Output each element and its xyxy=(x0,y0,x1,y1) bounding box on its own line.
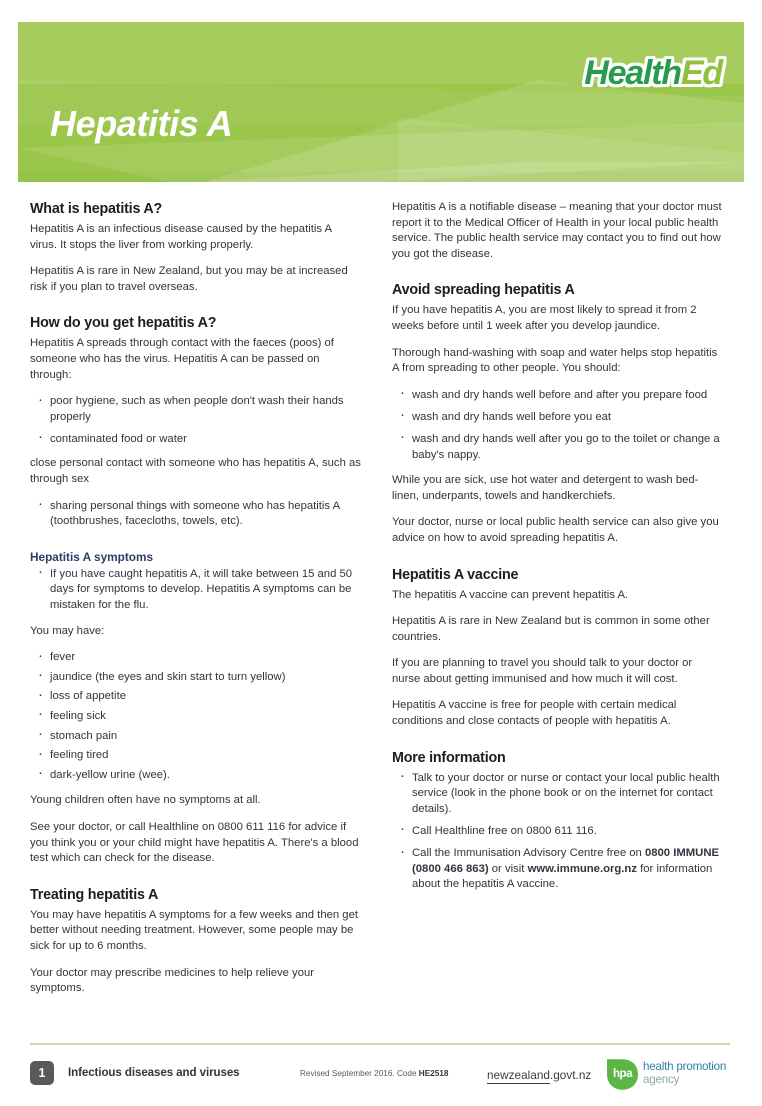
heading-avoid-spreading: Avoid spreading hepatitis A xyxy=(392,282,575,299)
list-item: · wash and dry hands well after you go to the toilet or change a baby's nappy. xyxy=(392,432,723,463)
list-handwashing xyxy=(392,388,723,463)
paragraph-vaccine-3: If you are planning to travel you should talk to your doctor or nurse about getting immunised and how much it will cost. xyxy=(392,657,693,685)
list-incubation xyxy=(30,567,361,614)
list-transmission-a xyxy=(30,394,361,447)
imac-text-mid: or visit xyxy=(488,862,528,875)
hpa-wordmark-line2: agency xyxy=(643,1072,680,1086)
paragraph-avoid-2: Thorough hand-washing with soap and water helps stop hepatitis A from spreading to other people. You should: xyxy=(392,346,718,375)
revision-code: HE2518 xyxy=(418,1069,449,1078)
paragraph-treating-1: You may have hepatitis A symptoms for a few weeks and then get better without needing treatment. However, some people may be sick for up to 6 months. xyxy=(30,908,359,952)
banner-facet-6 xyxy=(168,162,744,182)
list-item: · stomach pain xyxy=(30,729,361,745)
nz-govt-underlined-part: newzealand xyxy=(487,1068,550,1082)
hpa-wordmark xyxy=(643,1061,726,1086)
list-item: · If you have caught hepatitis A, it will take between 15 and 50 days for symptoms to develop. Hepatitis A symptoms can be mistaken for the flu. xyxy=(30,567,361,614)
heading-more-information: More information xyxy=(392,749,506,766)
header-banner xyxy=(18,22,744,182)
banner-facet-3 xyxy=(198,80,744,182)
paragraph-vaccine-1: The hepatitis A vaccine can prevent hepatitis A. xyxy=(392,588,629,601)
paragraph-notifiable-disease: Hepatitis A is a notifiable disease – meaning that your doctor must report it to the Medical Officer of Health in your local public health service. The public health service may contact you to find out how you got the disease. xyxy=(392,201,722,260)
heading-hepatitis-a-vaccine: Hepatitis A vaccine xyxy=(392,566,519,583)
list-item: · poor hygiene, such as when people don't wash their hands properly xyxy=(30,394,361,425)
banner-facet-7 xyxy=(18,172,744,182)
list-more-information xyxy=(392,771,723,893)
list-item: · feeling sick xyxy=(30,709,361,725)
list-item: · sharing personal things with someone who has hepatitis A (toothbrushes, facecloths, towels, etc). xyxy=(30,499,361,530)
newzealand-govt-logo xyxy=(487,1068,591,1082)
list-item: · wash and dry hands well before you eat xyxy=(392,410,723,426)
right-column xyxy=(392,200,723,903)
paragraph-avoid-4: Your doctor, nurse or local public health service can also give you advice on how to avoid spreading hepatitis A. xyxy=(392,516,719,544)
imac-phone-bold: 0800 IMMUNE (0800 466 863) xyxy=(412,847,720,875)
left-column xyxy=(30,200,361,997)
list-item: · wash and dry hands well before and after you prepare food xyxy=(392,388,723,404)
paragraph-vaccine-2: Hepatitis A is rare in New Zealand but is common in some other countries. xyxy=(392,615,710,643)
list-item: · fever xyxy=(30,650,361,666)
list-item: · jaundice (the eyes and skin start to turn yellow) xyxy=(30,670,361,686)
paragraph-vaccine-4: Hepatitis A vaccine is free for people with certain medical conditions and close contacts of people with hepatitis A. xyxy=(392,699,677,728)
healthed-logo xyxy=(584,56,722,90)
heading-what-is-hepatitis-a: What is hepatitis A? xyxy=(30,201,163,217)
page-title: Hepatitis A xyxy=(50,103,233,144)
healthed-logo-ed: Ed xyxy=(680,54,722,92)
list-item: · Call Healthline free on 0800 611 116. xyxy=(392,824,723,840)
paragraph-treating-2: Your doctor may prescribe medicines to help relieve your symptoms. xyxy=(30,966,315,995)
imac-text-post: for information about the hepatitis A vaccine. xyxy=(412,862,713,891)
footer-topic-label: Infectious diseases and viruses xyxy=(68,1066,240,1079)
nz-govt-suffix: .govt.nz xyxy=(549,1068,592,1082)
paragraph-what-is-2: Hepatitis A is rare in New Zealand, but you may be at increased risk if you plan to travel overseas. xyxy=(30,265,348,293)
healthed-logo-health: Health xyxy=(584,54,681,92)
list-item: · loss of appetite xyxy=(30,689,361,705)
paragraph-how-get-1: Hepatitis A spreads through contact with the faeces (poos) of someone who has the virus. Hepatitis A can be passed on through: xyxy=(30,337,334,381)
list-item: · contaminated food or water xyxy=(30,432,361,448)
page-number-badge: 1 xyxy=(30,1061,54,1085)
content-area xyxy=(0,200,762,1035)
hpa-wordmark-line1: health promotion xyxy=(643,1060,727,1073)
footer xyxy=(0,1050,762,1106)
heading-treating-hepatitis-a: Treating hepatitis A xyxy=(30,886,159,903)
imac-text-pre: Call the Immunisation Advisory Centre free on xyxy=(412,847,645,860)
list-item: · Talk to your doctor or nurse or contact your local public health service (look in the phone book or on the internet for contact details). xyxy=(392,771,723,818)
list-transmission-b xyxy=(30,499,361,530)
paragraph-young-children: Young children often have no symptoms at all. xyxy=(30,794,261,807)
paragraph-see-your-doctor: See your doctor, or call Healthline on 0800 611 116 for advice if you think you or your child might have hepatitis A. There's a blood test which can check for the disease. xyxy=(30,820,359,865)
footer-divider xyxy=(30,1043,730,1045)
list-item xyxy=(392,846,723,893)
list-item: · feeling tired xyxy=(30,748,361,764)
heading-hepatitis-a-symptoms: Hepatitis A symptoms xyxy=(30,549,154,564)
revision-text: Revised September 2016. Code xyxy=(300,1069,419,1078)
list-symptoms xyxy=(30,650,361,783)
list-item: · dark-yellow urine (wee). xyxy=(30,768,361,784)
banner-facet-5 xyxy=(398,118,744,182)
imac-website-bold: www.immune.org.nz xyxy=(527,862,637,875)
paragraph-what-is-1: Hepatitis A is an infectious disease caused by the hepatitis A virus. It stops the liver from working properly. xyxy=(30,223,332,251)
paragraph-you-may-have: You may have: xyxy=(30,624,105,637)
hpa-monogram: hpa xyxy=(613,1068,632,1080)
footer-revision-info xyxy=(300,1069,448,1078)
paragraph-avoid-3: While you are sick, use hot water and detergent to wash bed-linen, underpants, towels and handkerchiefs. xyxy=(392,474,699,502)
heading-how-do-you-get: How do you get hepatitis A? xyxy=(30,315,217,332)
paragraph-avoid-1: If you have hepatitis A, you are most likely to spread it from 2 weeks before until 1 week after you develop jaundice. xyxy=(392,304,697,332)
paragraph-close-contact: close personal contact with someone who has hepatitis A, such as through sex xyxy=(30,457,361,486)
health-promotion-agency-logo xyxy=(606,1058,736,1092)
